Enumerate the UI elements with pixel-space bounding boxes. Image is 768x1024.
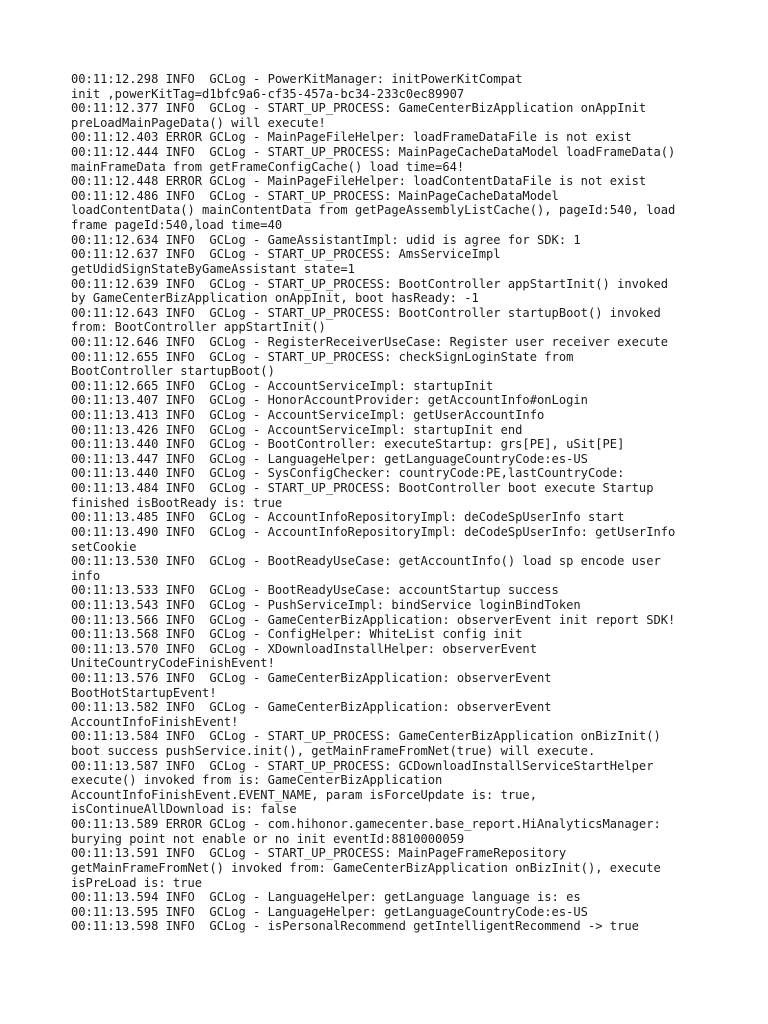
- log-line: 00:11:13.530 INFO GCLog - BootReadyUseCase: getAccountInfo() load sp encode user: [71, 554, 661, 569]
- log-line: 00:11:12.298 INFO GCLog - PowerKitManager: initPowerKitCompat: [71, 72, 523, 86]
- log-line: 00:11:12.634 INFO GCLog - GameAssistantImpl: udid is agree for SDK: 1: [71, 232, 581, 247]
- log-line: 00:11:12.646 INFO GCLog - RegisterReceiverUseCase: Register user receiver execute: [71, 334, 669, 349]
- log-line: 00:11:13.440 INFO GCLog - SysConfigChecker: countryCode:PE,lastCountryCode:: [71, 466, 625, 481]
- log-line: burying point not enable or no init eventId:8810000059: [71, 831, 465, 846]
- log-line: AccountInfoFinishEvent!: [71, 714, 239, 729]
- log-line: 00:11:13.407 INFO GCLog - HonorAccountProvider: getAccountInfo#onLogin: [71, 393, 588, 408]
- log-line: execute() invoked from is: GameCenterBizApplication: [71, 773, 443, 788]
- log-line: 00:11:12.637 INFO GCLog - START_UP_PROCESS: AmsServiceImpl: [71, 247, 501, 262]
- log-line: isContinueAllDownload is: false: [71, 802, 297, 817]
- log-line: getMainFrameFromNet() invoked from: GameCenterBizApplication onBizInit(), execute: [71, 860, 661, 875]
- log-line: 00:11:12.486 INFO GCLog - START_UP_PROCESS: MainPageCacheDataModel: [71, 188, 559, 203]
- log-line: 00:11:13.568 INFO GCLog - ConfigHelper: WhiteList config init: [71, 627, 523, 642]
- log-line: BootController startupBoot(): [71, 364, 275, 379]
- log-line: setCookie: [71, 539, 137, 554]
- log-line: init ,powerKitTag=d1bfc9a6-cf35-457a-bc34-233c0ec89907: [71, 86, 465, 101]
- log-line: 00:11:13.595 INFO GCLog - LanguageHelper: getLanguageCountryCode:es-US: [71, 904, 588, 919]
- log-line: BootHotStartupEvent!: [71, 685, 217, 700]
- log-line: 00:11:13.591 INFO GCLog - START_UP_PROCESS: MainPageFrameRepository: [71, 846, 567, 861]
- log-line: 00:11:13.576 INFO GCLog - GameCenterBizApplication: observerEvent: [71, 670, 552, 685]
- log-line: 00:11:13.543 INFO GCLog - PushServiceImpl: bindService loginBindToken: [71, 597, 581, 612]
- log-line: 00:11:12.665 INFO GCLog - AccountServiceImpl: startupInit: [71, 378, 494, 393]
- log-line: finished isBootReady is: true: [71, 495, 283, 510]
- log-line: UniteCountryCodeFinishEvent!: [71, 656, 275, 671]
- log-line: 00:11:13.413 INFO GCLog - AccountServiceImpl: getUserAccountInfo: [71, 408, 545, 423]
- log-line: 00:11:12.448 ERROR GCLog - MainPageFileHelper: loadContentDataFile is not exist: [71, 174, 647, 189]
- log-line: 00:11:13.485 INFO GCLog - AccountInfoRepositoryImpl: deCodeSpUserInfo start: [71, 510, 625, 525]
- log-line: loadContentData() mainContentData from getPageAssemblyListCache(), pageId:540, load: [71, 203, 676, 218]
- log-line: info: [71, 568, 101, 583]
- log-line: mainFrameData from getFrameConfigCache() load time=64!: [71, 159, 465, 174]
- log-line: 00:11:13.440 INFO GCLog - BootController: executeStartup: grs[PE], uSit[PE]: [71, 437, 625, 452]
- log-line: 00:11:13.594 INFO GCLog - LanguageHelper: getLanguage language is: es: [71, 890, 581, 905]
- log-line: 00:11:13.587 INFO GCLog - START_UP_PROCESS: GCDownloadInstallServiceStartHelper: [71, 758, 654, 773]
- log-line: 00:11:12.643 INFO GCLog - START_UP_PROCESS: BootController startupBoot() invoked: [71, 305, 661, 320]
- log-line: isPreLoad is: true: [71, 875, 203, 890]
- log-line: 00:11:13.582 INFO GCLog - GameCenterBizApplication: observerEvent: [71, 700, 552, 715]
- log-line: 00:11:13.598 INFO GCLog - isPersonalRecommend getIntelligentRecommend -> true: [71, 919, 639, 934]
- log-line: 00:11:13.584 INFO GCLog - START_UP_PROCESS: GameCenterBizApplication onBizInit(): [71, 729, 661, 744]
- log-line: by GameCenterBizApplication onAppInit, boot hasReady: -1: [71, 291, 479, 306]
- log-line: 00:11:13.490 INFO GCLog - AccountInfoRepositoryImpl: deCodeSpUserInfo: getUserInfo: [71, 524, 676, 539]
- log-line: 00:11:13.484 INFO GCLog - START_UP_PROCESS: BootController boot execute Startup: [71, 481, 654, 496]
- log-line: frame pageId:540,load time=40: [71, 218, 283, 233]
- log-line: 00:11:13.589 ERROR GCLog - com.hihonor.gamecenter.base_report.HiAnalyticsManager:: [71, 817, 661, 832]
- log-line: from: BootController appStartInit(): [71, 320, 326, 335]
- log-line: 00:11:12.639 INFO GCLog - START_UP_PROCESS: BootController appStartInit() invoked: [71, 276, 669, 291]
- log-line: 00:11:13.426 INFO GCLog - AccountServiceImpl: startupInit end: [71, 422, 523, 437]
- log-line: 00:11:12.403 ERROR GCLog - MainPageFileHelper: loadFrameDataFile is not exist: [71, 130, 632, 145]
- log-line: 00:11:12.377 INFO GCLog - START_UP_PROCESS: GameCenterBizApplication onAppInit: [71, 101, 647, 116]
- log-line: 00:11:13.447 INFO GCLog - LanguageHelper: getLanguageCountryCode:es-US: [71, 451, 588, 466]
- log-line: 00:11:13.566 INFO GCLog - GameCenterBizApplication: observerEvent init report SDK!: [71, 612, 676, 627]
- log-line: boot success pushService.init(), getMainFrameFromNet(true) will execute.: [71, 744, 596, 759]
- log-line: 00:11:12.655 INFO GCLog - START_UP_PROCESS: checkSignLoginState from: [71, 349, 574, 364]
- log-line: AccountInfoFinishEvent.EVENT_NAME, param isForceUpdate is: true,: [71, 787, 537, 802]
- log-line: preLoadMainPageData() will execute!: [71, 115, 326, 130]
- log-line: getUdidSignStateByGameAssistant state=1: [71, 261, 355, 276]
- log-output: [71, 72, 711, 934]
- log-line: 00:11:12.444 INFO GCLog - START_UP_PROCESS: MainPageCacheDataModel loadFrameData(): [71, 145, 676, 160]
- log-line: 00:11:13.570 INFO GCLog - XDownloadInstallHelper: observerEvent: [71, 641, 537, 656]
- log-line: 00:11:13.533 INFO GCLog - BootReadyUseCase: accountStartup success: [71, 583, 559, 598]
